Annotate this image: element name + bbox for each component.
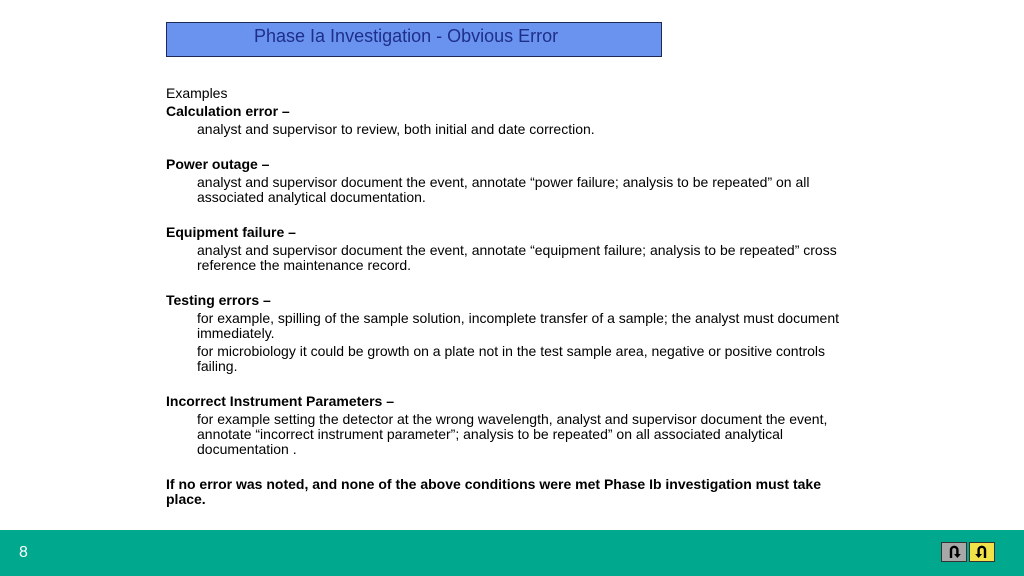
section-power-outage xyxy=(166,157,846,205)
title-box xyxy=(166,22,662,57)
next-slide-button[interactable] xyxy=(969,542,995,562)
section-detail: analyst and supervisor document the event, annotate “equipment failure; analysis to be repeated” cross reference the maintenance record. xyxy=(197,242,837,273)
u-turn-back-icon xyxy=(942,543,966,561)
section-incorrect-instrument-parameters xyxy=(166,394,846,457)
section-heading: Power outage – xyxy=(166,156,270,172)
page-title: Phase Ia Investigation - Obvious Error xyxy=(254,26,559,46)
section-heading: Equipment failure – xyxy=(166,224,296,240)
section-testing-errors xyxy=(166,293,846,374)
section-detail: for example setting the detector at the wrong wavelength, analyst and supervisor document the event, annotate “incorrect instrument parameter”; analysis to be repeated” on all associated analytical documentation . xyxy=(197,411,828,457)
examples-label: Examples xyxy=(166,85,228,101)
section-heading: Testing errors – xyxy=(166,292,271,308)
conclusion-text: If no error was noted, and none of the above conditions were met Phase Ib investigation must take place. xyxy=(166,476,822,507)
section-calculation-error xyxy=(166,104,846,137)
content-area xyxy=(166,86,846,507)
previous-slide-button[interactable] xyxy=(941,542,967,562)
footer-bar xyxy=(0,530,1024,576)
section-heading: Calculation error – xyxy=(166,103,290,119)
section-detail: analyst and supervisor document the event, annotate “power failure; analysis to be repeated” on all associated analytical documentation. xyxy=(197,174,810,205)
section-detail: for example, spilling of the sample solution, incomplete transfer of a sample; the analyst must document immediately. xyxy=(197,310,839,341)
section-detail: analyst and supervisor to review, both initial and date correction. xyxy=(197,121,595,137)
section-heading: Incorrect Instrument Parameters – xyxy=(166,393,394,409)
section-equipment-failure xyxy=(166,225,846,273)
page-number: 8 xyxy=(19,544,28,561)
section-detail: for microbiology it could be growth on a plate not in the test sample area, negative or positive controls failing. xyxy=(197,343,826,374)
u-turn-forward-icon xyxy=(970,543,994,561)
